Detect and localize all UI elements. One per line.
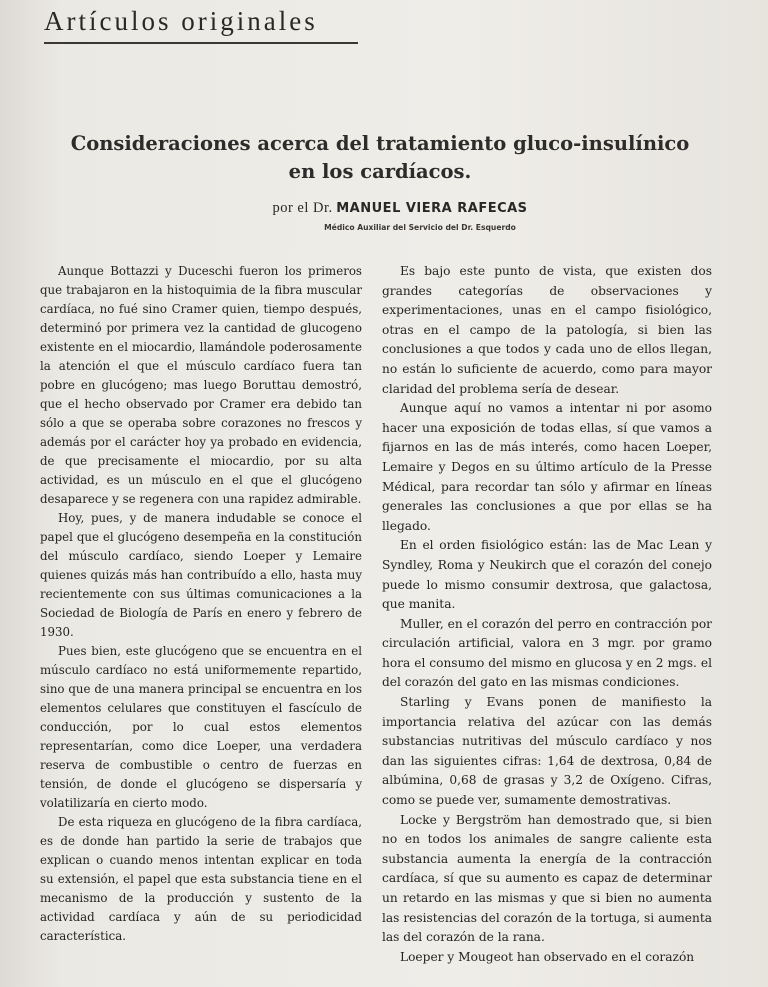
article-title-line-2: en los cardíacos. bbox=[288, 160, 472, 183]
paragraph: Starling y Evans ponen de manifiesto la importancia relativa del azúcar con las demás substancias nutritivas del músculo cardíaco y nos dan las siguientes cifras: 1,64 de dextrosa, 0,84 de albúmina, 0,68 de grasas y 3,2 de Oxígeno. Cifras, como se puede ver, sumamente demostrativas. bbox=[382, 695, 712, 808]
author-prefix: por el Dr. bbox=[272, 200, 333, 216]
paragraph: Aunque Bottazzi y Duceschi fueron los primeros que trabajaron en la histoquimia de la fibra muscular cardíaca, no fué sino Cramer quien, tiempo después, determinó por primera vez la cantidad de glucogeno existente en el miocardio, llamándole poderosamente la atención el que el músculo cardíaco fuera tan pobre en glucógeno; mas luego Boruttau demostró, que el hecho observado por Cramer era debido tan sólo a que se operaba sobre corazones no frescos y además por el carácter hoy ya probado en evidencia, de que precisamente el miocardio, por su alta actividad, es un músculo en el que el glucógeno desaparece y se regenera con una rapidez admirable. bbox=[40, 264, 362, 506]
paragraph: Muller, en el corazón del perro en contracción por circulación artificial, valora en 3 mgr. por gramo hora el consumo del mismo en glucosa y en 2 mgs. el del corazón del gato en las mismas condiciones. bbox=[382, 616, 712, 690]
section-header-rule bbox=[44, 42, 358, 44]
left-column bbox=[40, 262, 362, 946]
article-title bbox=[30, 130, 730, 186]
article-title-line-1: Consideraciones acerca del tratamiento gluco-insulínico bbox=[70, 132, 690, 155]
author-affiliation: Médico Auxiliar del Servicio del Dr. Esquerdo bbox=[324, 223, 516, 232]
section-header: Artículos originales bbox=[44, 6, 318, 36]
paragraph: Hoy, pues, y de manera indudable se conoce el papel que el glucógeno desempeña en la constitución del músculo cardíaco, siendo Loeper y Lemaire quienes quizás más han contribuído a ello, hasta muy recientemente con sus últimas comunicaciones a la Sociedad de Biología de París en enero y febrero de 1930. bbox=[40, 511, 362, 639]
paragraph: Loeper y Mougeot han observado en el corazón bbox=[400, 949, 695, 964]
author-name: MANUEL VIERA RAFECAS bbox=[336, 201, 528, 216]
paragraph: En el orden fisiológico están: las de Mac Lean y Syndley, Roma y Neukirch que el corazón del conejo puede lo mismo consumir dextrosa, que galactosa, que manita. bbox=[382, 538, 712, 612]
paragraph: Aunque aquí no vamos a intentar ni por asomo hacer una exposición de todas ellas, sí que vamos a fijarnos en las de más interés, como hacen Loeper, Lemaire y Degos en su último artículo de la Presse Médical, para recordar tan sólo y afirmar en líneas generales las conclusiones a que por ellas se ha llegado. bbox=[382, 401, 712, 533]
paragraph: Locke y Bergström han demostrado que, si bien no en todos los animales de sangre caliente esta substancia aumenta la energía de la contracción cardíaca, sí que su aumento es capaz de determinar un retardo en las mismas y que si bien no aumenta las resistencias del corazón de la tortuga, si aumenta las del corazón de la rana. bbox=[382, 812, 712, 945]
paragraph: Pues bien, este glucógeno que se encuentra en el músculo cardíaco no está uniformemente repartido, sino que de una manera principal se encuentra en los elementos celulares que constituyen el fascículo de conducción, por lo cual estos elementos representarían, como dice Loeper, una verdadera reserva de combustible o centro de fuerzas en tensión, de donde el glucógeno se dispersaría y volatilizaría en cierto modo. bbox=[40, 644, 362, 810]
right-column bbox=[382, 262, 712, 967]
paragraph: De esta riqueza en glucógeno de la fibra cardíaca, es de donde han partido la serie de trabajos que explican o cuando menos intentan explicar en toda su extensión, el papel que esta substancia tiene en el mecanismo de la producción y sustento de la actividad cardíaca y aún de su periodicidad característica. bbox=[40, 815, 362, 943]
article-author bbox=[200, 200, 600, 217]
paragraph: Es bajo este punto de vista, que existen dos grandes categorías de observaciones y experimentaciones, unas en el campo fisiológico, otras en el campo de la patología, si bien las conclusiones a que todos y cada uno de ellos llegan, no están lo suficiente de acuerdo, como para mayor claridad del problema sería de desear. bbox=[382, 264, 712, 396]
